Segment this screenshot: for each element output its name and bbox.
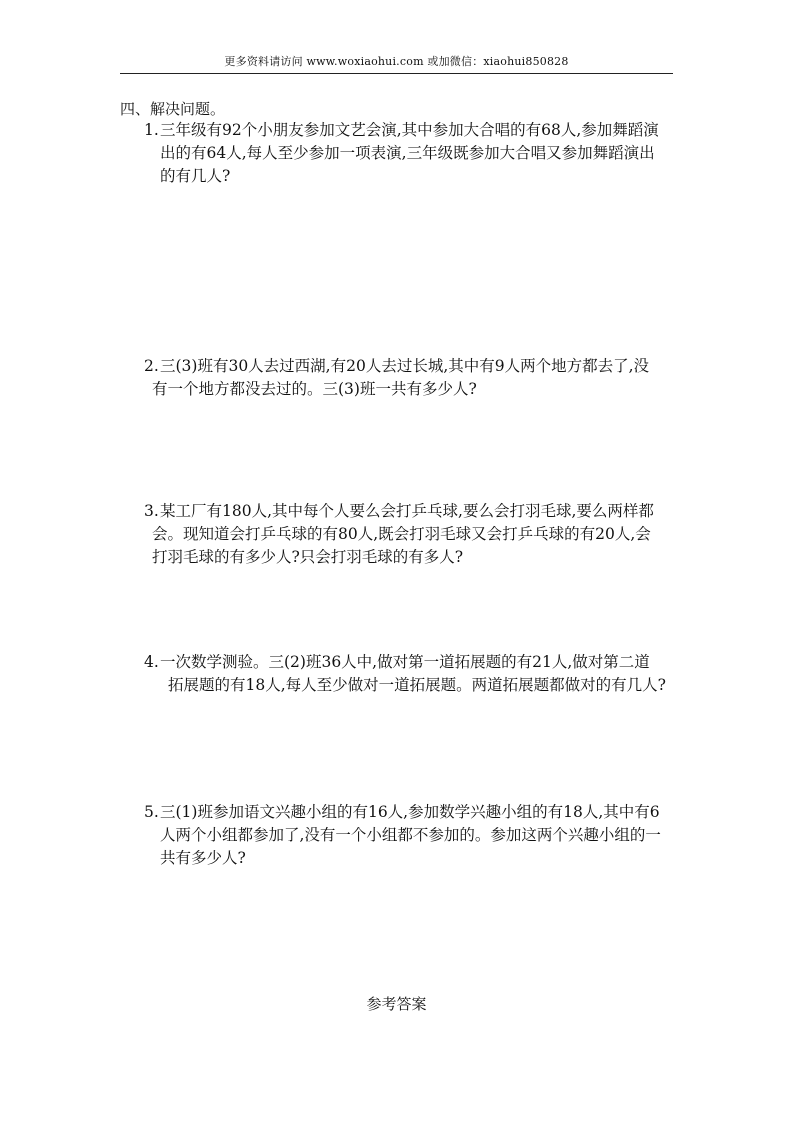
- problem-number: 5.: [144, 803, 159, 821]
- problem-4: [0, 651, 793, 707]
- problem-1: [0, 119, 793, 199]
- problem-line: 三(3)班有30人去过西湖,有20人去过长城,其中有9人两个地方都去了,没: [160, 357, 650, 375]
- problem-line: 某工厂有180人,其中每个人要么会打乒乓球,要么会打羽毛球,要么两样都: [160, 502, 654, 520]
- problem-2: [0, 355, 793, 411]
- problem-line: 出的有64人,每人至少参加一项表演,三年级既参加大合唱又参加舞蹈演出: [160, 144, 655, 162]
- problem-line: 三(1)班参加语文兴趣小组的有16人,参加数学兴趣小组的有18人,其中有6: [160, 803, 660, 821]
- answers-heading: 参考答案: [366, 995, 427, 1013]
- problem-line: 一次数学测验。三(2)班36人中,做对第一道拓展题的有21人,做对第二道: [160, 653, 650, 671]
- section-title: 四、解决问题。: [120, 100, 226, 118]
- problem-number: 1.: [144, 121, 159, 139]
- problem-line: 人两个小组都参加了,没有一个小组都不参加的。参加这两个兴趣小组的一: [160, 826, 661, 844]
- problem-3: [0, 500, 793, 580]
- header-divider: [120, 73, 673, 74]
- problem-line: 有一个地方都没去过的。三(3)班一共有多少人?: [152, 380, 477, 398]
- problem-line: 共有多少人?: [160, 849, 246, 867]
- problem-number: 2.: [144, 357, 159, 375]
- problem-line: 会。现知道会打乒乓球的有80人,既会打羽毛球又会打乒乓球的有20人,会: [152, 525, 651, 543]
- problem-number: 3.: [144, 502, 159, 520]
- page-header: 更多资料请访问 www.woxiaohui.com 或加微信：xiaohui850828: [224, 55, 569, 68]
- problem-5: [0, 801, 793, 881]
- problem-line: 的有几人?: [160, 167, 231, 185]
- problem-number: 4.: [144, 653, 159, 671]
- problem-line: 打羽毛球的有多少人?只会打羽毛球的有多人?: [152, 548, 464, 566]
- problem-line: 拓展题的有18人,每人至少做对一道拓展题。两道拓展题都做对的有几人?: [168, 676, 666, 694]
- problem-line: 三年级有92个小朋友参加文艺会演,其中参加大合唱的有68人,参加舞蹈演: [160, 121, 659, 139]
